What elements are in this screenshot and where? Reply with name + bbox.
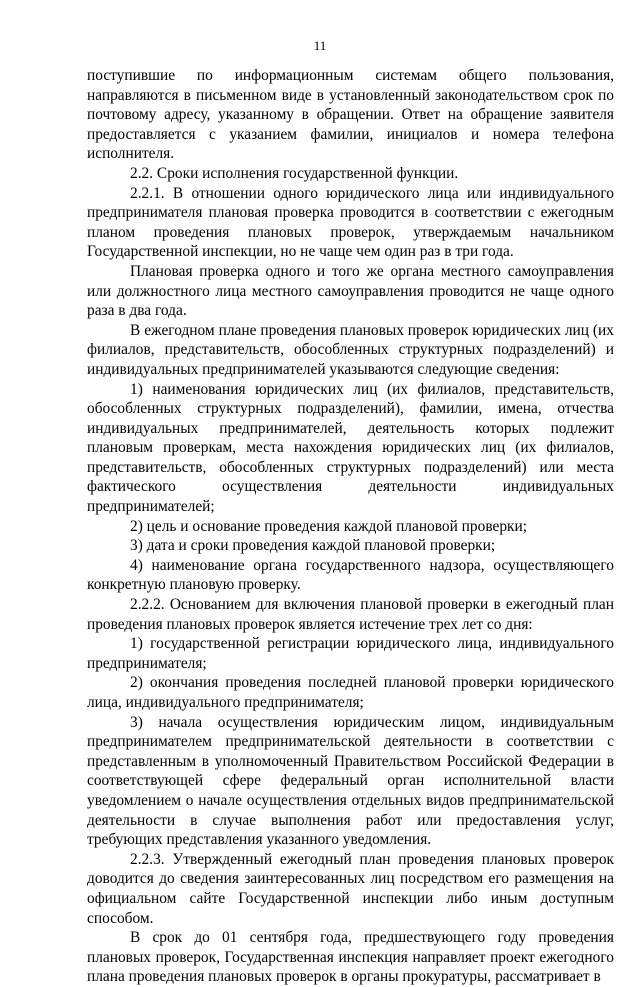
paragraph: 2.2.3. Утвержденный ежегодный план проведения плановых проверок доводится до сведения заинтересованных лиц посредством его размещения на официальном сайте Государственной инспекции либо иным доступным способом. bbox=[87, 850, 614, 927]
list-item: 3) дата и сроки проведения каждой плановой проверки; bbox=[130, 537, 496, 555]
paragraph: 2.2.2. Основанием для включения плановой проверки в ежегодный план проведения плановых проверок является истечение трех лет со дня: bbox=[87, 596, 614, 633]
list-item: 2) окончания проведения последней плановой проверки юридического лица, индивидуального предпринимателя; bbox=[87, 674, 614, 711]
paragraph: В ежегодном плане проведения плановых проверок юридических лиц (их филиалов, представительств, обособленных структурных подразделений) и индивидуальных предпринимателей указываются следующие сведения: bbox=[87, 321, 614, 378]
list-item: 3) начала осуществления юридическим лицом, индивидуальным предпринимателем предпринимательской деятельности в соответствии с представленным в уполномоченный Правительством Российской Федерации в соответствующей сфере федеральный орган исполнительной власти уведомлением о начале осуществления отдельных видов предпринимательской деятельности в случае выполнения работ или предоставления услуг, требующих представления указанного уведомления. bbox=[87, 713, 614, 849]
list-item: 1) государственной регистрации юридического лица, индивидуального предпринимателя; bbox=[87, 635, 614, 672]
paragraph: поступившие по информационным системам общего пользования, направляются в письменном виде в установленный законодательством срок по почтовому адресу, указанному в обращении. Ответ на обращение заявителя предоставляется с указанием фамилии, инициалов и номера телефона исполнителя. bbox=[87, 67, 614, 163]
list-item: 4) наименование органа государственного надзора, осуществляющего конкретную плановую проверку. bbox=[87, 556, 614, 594]
page-number: 11 bbox=[313, 38, 327, 53]
list-item: 2) цель и основание проведения каждой плановой проверки; bbox=[130, 517, 528, 535]
paragraph: В срок до 01 сентября года, предшествующего году проведения плановых проверок, Государственная инспекция направляет проект ежегодного плана проведения плановых проверок в органы прокуратуры, рассматривает в bbox=[87, 929, 614, 986]
paragraph: Плановая проверка одного и того же органа местного самоуправления или должностного лица местного самоуправления проводится не чаще одного раза в два года. bbox=[87, 262, 614, 320]
document-body bbox=[87, 66, 614, 987]
list-item: 1) наименования юридических лиц (их филиалов, представительств, обособленных структурных подразделений), фамилии, имена, отчества индивидуальных предпринимателей, деятельность которых подлежит плановым проверкам, места нахождения юридических лиц (их филиалов, представительств, обособленных структурных подразделений) или места фактического осуществления деятельности индивидуальных предпринимателей; bbox=[87, 380, 614, 516]
paragraph: 2.2.1. В отношении одного юридического лица или индивидуального предпринимателя плановая проверка проводится в соответствии с ежегодным планом проведения плановых проверок, утверждаемым начальником Государственной инспекции, но не чаще чем один раз в три года. bbox=[87, 184, 614, 261]
paragraph: 2.2. Сроки исполнения государственной функции. bbox=[130, 164, 459, 182]
